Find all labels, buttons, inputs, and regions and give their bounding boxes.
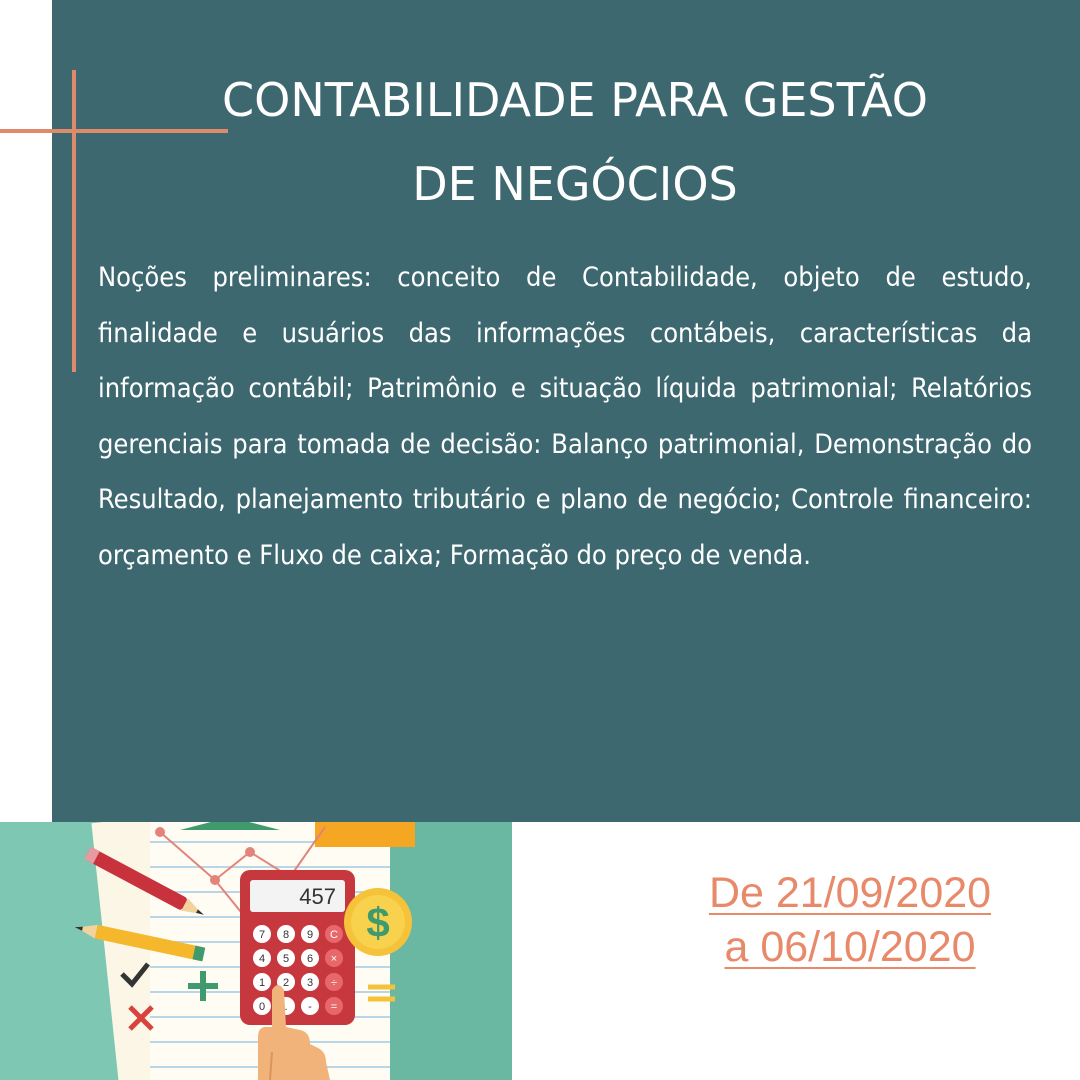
calculator-key-label: . [284, 1001, 288, 1013]
calculator-key-label: 4 [258, 953, 266, 965]
accounting-illustration [0, 822, 512, 1080]
calculator-key-label: × [330, 953, 338, 965]
date-start: De 21/09/2020 [708, 869, 992, 917]
calculator-key-label: C [330, 929, 338, 941]
calculator-key-label: 3 [306, 977, 314, 989]
date-end: a 06/10/2020 [724, 923, 976, 971]
calculator-key-label: 6 [306, 953, 314, 965]
course-dates [600, 866, 1080, 974]
calculator-key-label: 9 [306, 929, 314, 941]
course-description: Noções preliminares: conceito de Contabilidade, objeto de estudo, finalidade e usuários das informações contábeis, características da informação contábil; Patrimônio e situação líquida patrimonial; Relatórios gerenciais para tomada de decisão: Balanço patrimonial, Demonstração do Resultado, planejamento tributário e plano de negócio; Controle financeiro: orçamento e Fluxo de caixa; Formação do preço de venda. [98, 262, 1032, 571]
calculator-key-label: 5 [282, 953, 290, 965]
page-title [130, 58, 1020, 226]
title-line-1: CONTABILIDADE PARA GESTÃO [222, 73, 928, 127]
calculator-display: 457 [299, 884, 336, 909]
calculator-key-label: 1 [258, 977, 266, 989]
decorative-vertical-line [72, 70, 76, 372]
calculator-key-label: = [330, 1001, 338, 1013]
calculator-key-label: 8 [282, 929, 290, 941]
calculator-key-label: 2 [282, 977, 290, 989]
calculator-key-label: 7 [258, 929, 266, 941]
calculator-icon [240, 870, 355, 1025]
calculator-key-label: 0 [258, 1001, 266, 1013]
svg-text:$: $ [366, 899, 390, 946]
calculator-key-label: - [308, 1001, 312, 1013]
coin-icon [344, 888, 412, 956]
calculator-key-label: ÷ [330, 977, 338, 989]
title-line-2: DE NEGÓCIOS [412, 157, 738, 211]
